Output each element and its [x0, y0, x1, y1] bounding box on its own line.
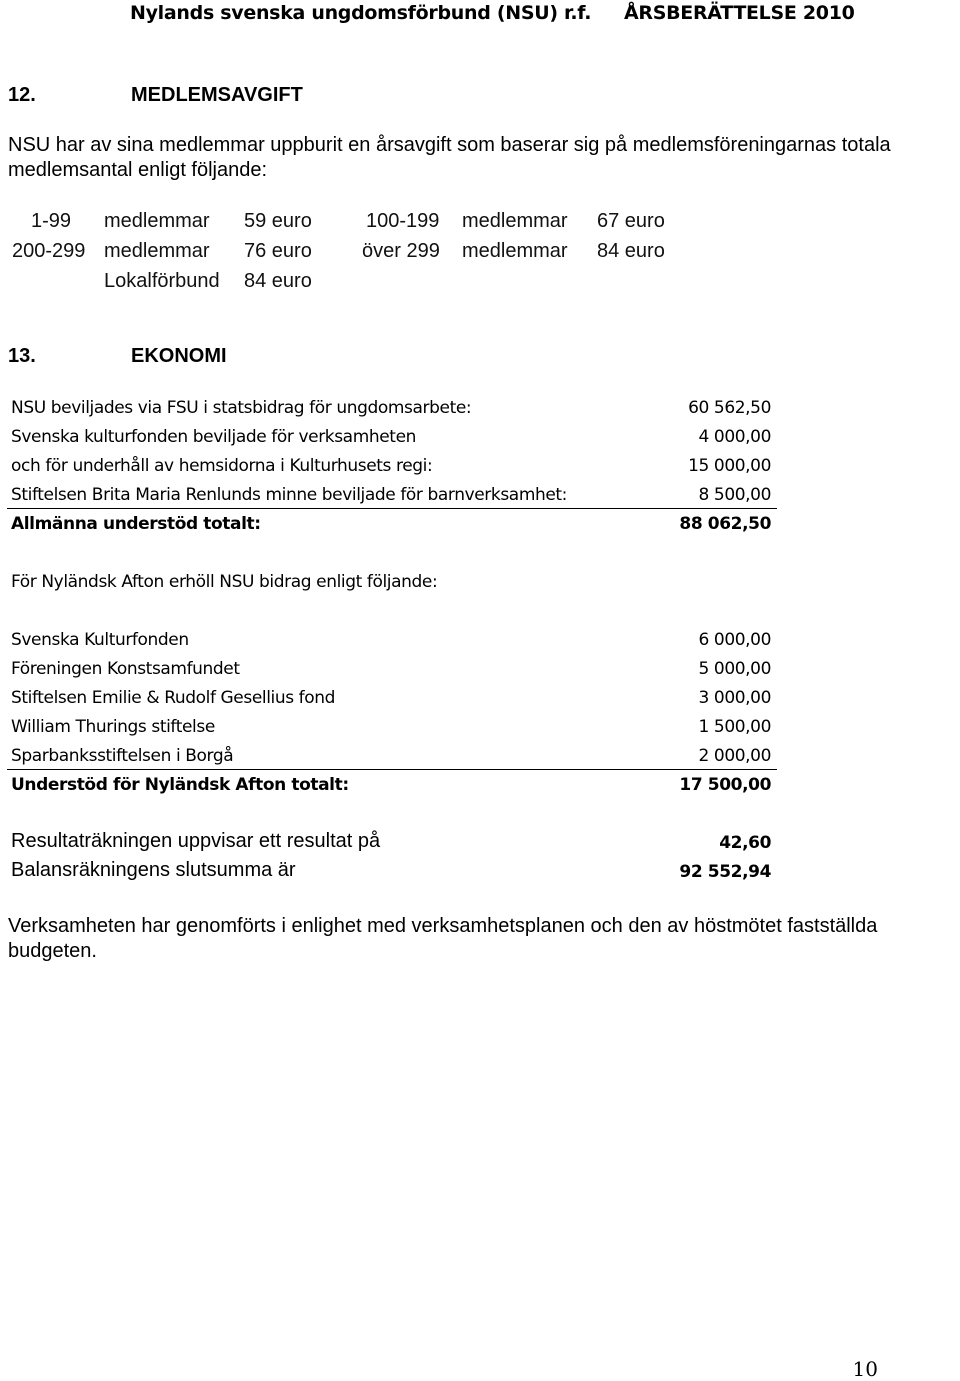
section-13-title: EKONOMI — [131, 345, 227, 367]
balance-amount: 92 552,94 — [679, 862, 771, 882]
section-12-number: 12. — [8, 84, 36, 106]
table-row — [11, 717, 771, 745]
fee-range: 200-299 — [12, 240, 86, 262]
afton-label: Föreningen Konstsamfundet — [11, 659, 240, 679]
grant-amount: 15 000,00 — [688, 456, 771, 476]
table-row — [11, 630, 771, 658]
grant-label: Stiftelsen Brita Maria Renlunds minne beviljade för barnverksamhet: — [11, 485, 568, 505]
closing-line1: Verksamheten har genomförts i enlighet med verksamhetsplanen och den av höstmötet fastställda — [8, 915, 878, 937]
grants-total-label: Allmänna understöd totalt: — [11, 514, 261, 534]
fee-amount: 76 euro — [244, 240, 312, 262]
afton-total-row — [11, 775, 771, 803]
section-12-title: MEDLEMSAVGIFT — [131, 84, 303, 106]
afton-label: Svenska Kulturfonden — [11, 630, 189, 650]
afton-amount: 3 000,00 — [698, 688, 771, 708]
afton-amount: 5 000,00 — [698, 659, 771, 679]
document-header-report: ÅRSBERÄTTELSE 2010 — [624, 2, 855, 24]
fee-amount: 59 euro — [244, 210, 312, 232]
fee-range: över 299 — [362, 240, 440, 262]
table-row — [11, 659, 771, 687]
fee-amount: 84 euro — [597, 240, 665, 262]
total-divider — [7, 508, 777, 509]
table-row — [11, 688, 771, 716]
total-divider — [7, 769, 777, 770]
afton-amount: 6 000,00 — [698, 630, 771, 650]
table-row — [11, 456, 771, 484]
fee-unit: medlemmar — [104, 240, 210, 262]
afton-intro — [11, 572, 771, 600]
closing-line2: budgeten. — [8, 940, 97, 962]
fee-range: 1-99 — [31, 210, 72, 232]
fee-unit: medlemmar — [462, 240, 568, 262]
fee-range: 100-199 — [366, 210, 440, 232]
afton-intro-text: För Nyländsk Afton erhöll NSU bidrag enligt följande: — [11, 572, 438, 592]
grants-total-amount: 88 062,50 — [679, 514, 771, 534]
fee-amount: 84 euro — [244, 270, 312, 292]
grant-amount: 60 562,50 — [688, 398, 771, 418]
result-amount: 42,60 — [719, 833, 771, 853]
grant-label: och för underhåll av hemsidorna i Kulturhusets regi: — [11, 456, 433, 476]
section-12-intro-line1: NSU har av sina medlemmar uppburit en årsavgift som baserar sig på medlemsföreningarnas totala — [8, 134, 891, 156]
balance-row — [11, 859, 771, 887]
grant-amount: 8 500,00 — [698, 485, 771, 505]
afton-label: Sparbanksstiftelsen i Borgå — [11, 746, 234, 766]
result-label: Resultaträkningen uppvisar ett resultat på — [11, 830, 381, 852]
balance-label: Balansräkningens slutsumma är — [11, 859, 296, 881]
grants-total-row — [11, 514, 771, 542]
fee-unit: medlemmar — [104, 210, 210, 232]
afton-total-label: Understöd för Nyländsk Afton totalt: — [11, 775, 349, 795]
grant-amount: 4 000,00 — [698, 427, 771, 447]
section-13-number: 13. — [8, 345, 36, 367]
fee-unit: Lokalförbund — [104, 270, 220, 292]
afton-total-amount: 17 500,00 — [679, 775, 771, 795]
fee-unit: medlemmar — [462, 210, 568, 232]
table-row — [11, 427, 771, 455]
result-row — [11, 830, 771, 858]
grant-label: Svenska kulturfonden beviljade för verksamheten — [11, 427, 416, 447]
afton-amount: 2 000,00 — [698, 746, 771, 766]
page-number: 10 — [852, 1357, 878, 1381]
grant-label: NSU beviljades via FSU i statsbidrag för ungdomsarbete: — [11, 398, 472, 418]
fee-amount: 67 euro — [597, 210, 665, 232]
section-12-intro-line2: medlemsantal enligt följande: — [8, 159, 268, 181]
afton-label: Stiftelsen Emilie & Rudolf Gesellius fond — [11, 688, 336, 708]
document-header-org: Nylands svenska ungdomsförbund (NSU) r.f. — [130, 2, 592, 24]
afton-amount: 1 500,00 — [698, 717, 771, 737]
table-row — [11, 398, 771, 426]
afton-label: William Thurings stiftelse — [11, 717, 215, 737]
